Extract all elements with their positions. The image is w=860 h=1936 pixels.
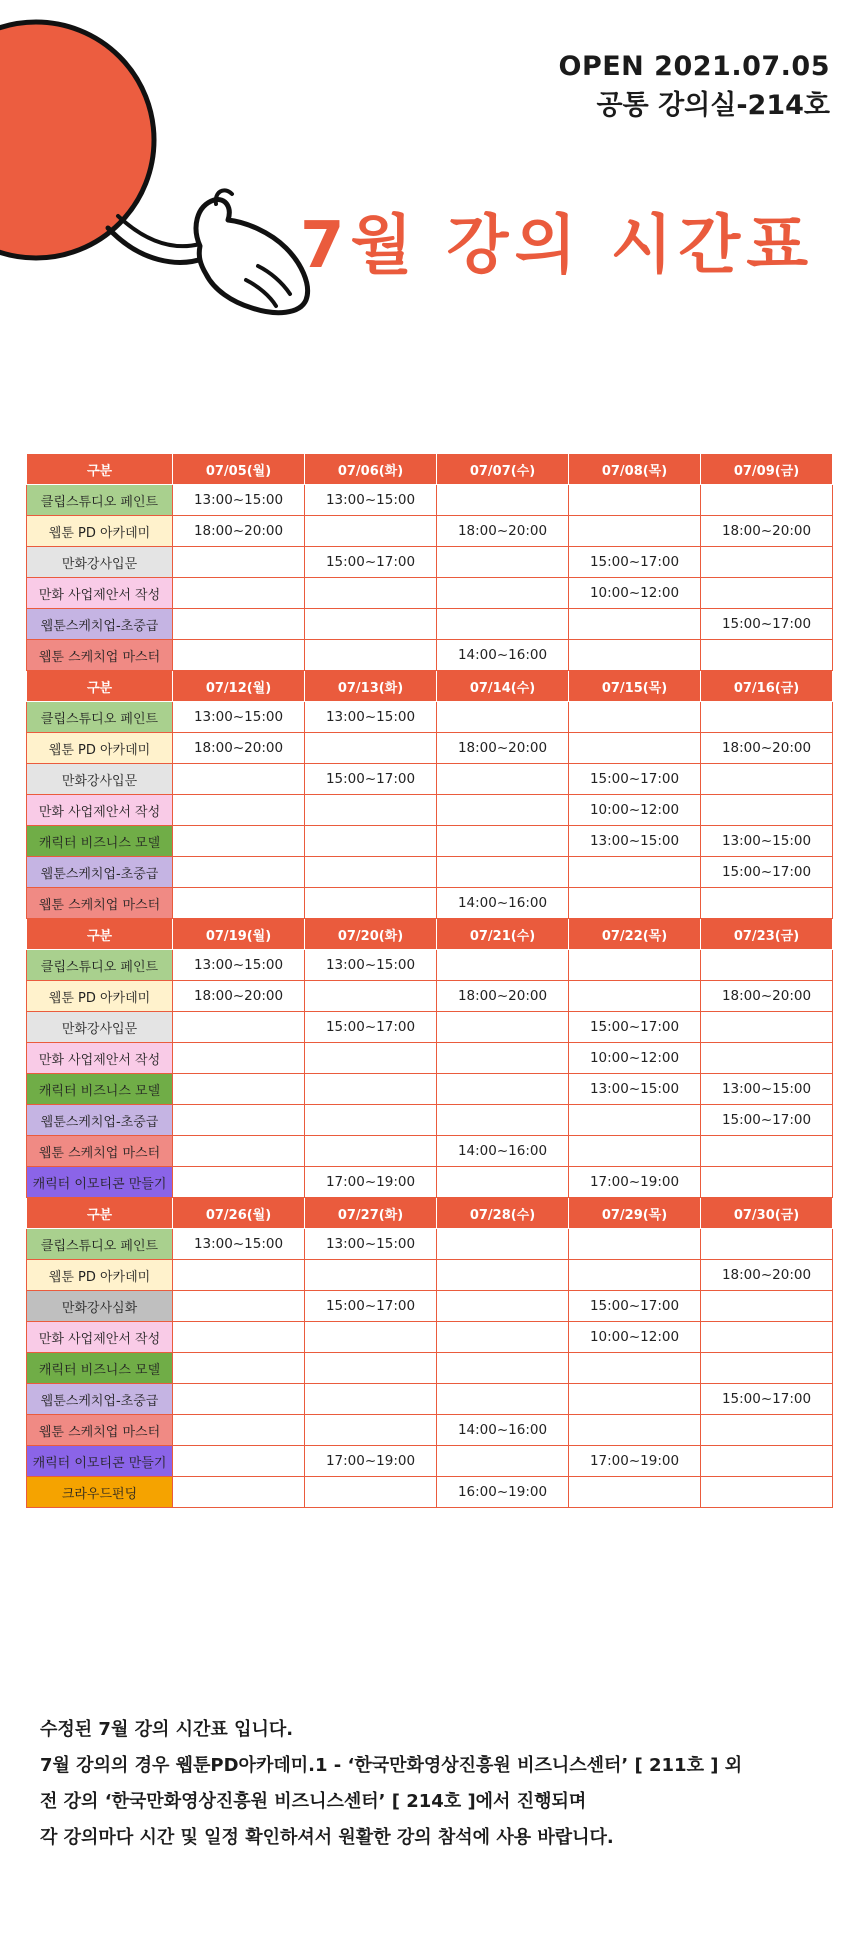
time-cell bbox=[701, 888, 833, 919]
time-cell: 17:00~19:00 bbox=[305, 1167, 437, 1198]
time-cell bbox=[701, 578, 833, 609]
time-cell: 17:00~19:00 bbox=[305, 1446, 437, 1477]
course-label: 만화 사업제안서 작성 bbox=[27, 795, 173, 826]
time-cell: 17:00~19:00 bbox=[569, 1167, 701, 1198]
time-cell bbox=[437, 795, 569, 826]
time-cell bbox=[305, 1043, 437, 1074]
time-cell bbox=[437, 1353, 569, 1384]
header-date-cell: 07/16(금) bbox=[701, 671, 833, 702]
time-cell bbox=[701, 1477, 833, 1508]
room-info: 공통 강의실-214호 bbox=[596, 90, 830, 121]
table-row bbox=[27, 578, 833, 609]
time-cell bbox=[173, 1353, 305, 1384]
table-row bbox=[27, 764, 833, 795]
time-cell: 13:00~15:00 bbox=[173, 702, 305, 733]
table-row bbox=[27, 826, 833, 857]
time-cell: 15:00~17:00 bbox=[569, 547, 701, 578]
table-row bbox=[27, 795, 833, 826]
table-row bbox=[27, 1322, 833, 1353]
header-date-cell: 07/26(월) bbox=[173, 1198, 305, 1229]
time-cell bbox=[701, 1167, 833, 1198]
header-date-cell: 07/07(수) bbox=[437, 454, 569, 485]
course-label: 캐릭터 비즈니스 모델 bbox=[27, 1074, 173, 1105]
time-cell: 15:00~17:00 bbox=[701, 609, 833, 640]
mascot-arm-inner-shape bbox=[118, 216, 200, 246]
time-cell bbox=[569, 1353, 701, 1384]
time-cell bbox=[569, 609, 701, 640]
time-cell bbox=[569, 1229, 701, 1260]
time-cell bbox=[173, 764, 305, 795]
table-row bbox=[27, 857, 833, 888]
table-row bbox=[27, 1074, 833, 1105]
time-cell bbox=[437, 1384, 569, 1415]
table-row bbox=[27, 981, 833, 1012]
time-cell: 18:00~20:00 bbox=[437, 981, 569, 1012]
time-cell bbox=[173, 578, 305, 609]
table-row bbox=[27, 547, 833, 578]
header-date-cell: 07/30(금) bbox=[701, 1198, 833, 1229]
time-cell bbox=[305, 640, 437, 671]
time-cell bbox=[173, 1167, 305, 1198]
header-date-cell: 07/21(수) bbox=[437, 919, 569, 950]
time-cell: 13:00~15:00 bbox=[305, 702, 437, 733]
time-cell bbox=[305, 826, 437, 857]
table-row bbox=[27, 1415, 833, 1446]
time-cell bbox=[173, 1415, 305, 1446]
time-cell bbox=[569, 516, 701, 547]
time-cell: 15:00~17:00 bbox=[701, 857, 833, 888]
time-cell bbox=[701, 1229, 833, 1260]
course-label: 캐릭터 이모티콘 만들기 bbox=[27, 1446, 173, 1477]
time-cell: 10:00~12:00 bbox=[569, 1043, 701, 1074]
time-cell bbox=[569, 1105, 701, 1136]
table-row bbox=[27, 1446, 833, 1477]
time-cell: 18:00~20:00 bbox=[437, 516, 569, 547]
notice-line: 수정된 7월 강의 시간표 입니다. bbox=[40, 1719, 294, 1740]
table-row bbox=[27, 1105, 833, 1136]
time-cell: 14:00~16:00 bbox=[437, 1136, 569, 1167]
time-cell: 10:00~12:00 bbox=[569, 578, 701, 609]
schedule-body bbox=[27, 454, 833, 1508]
time-cell: 13:00~15:00 bbox=[173, 1229, 305, 1260]
week-header-row bbox=[27, 919, 833, 950]
time-cell: 13:00~15:00 bbox=[305, 950, 437, 981]
time-cell: 10:00~12:00 bbox=[569, 795, 701, 826]
course-label: 클립스튜디오 페인트 bbox=[27, 950, 173, 981]
time-cell bbox=[305, 516, 437, 547]
table-row bbox=[27, 1260, 833, 1291]
table-row bbox=[27, 1291, 833, 1322]
course-label: 웹툰스케치업-초중급 bbox=[27, 1105, 173, 1136]
course-label: 만화강사심화 bbox=[27, 1291, 173, 1322]
table-row bbox=[27, 516, 833, 547]
time-cell bbox=[701, 547, 833, 578]
time-cell bbox=[437, 578, 569, 609]
page-title: 7월 강의 시간표 bbox=[300, 209, 815, 283]
header-date-cell: 07/29(목) bbox=[569, 1198, 701, 1229]
time-cell bbox=[437, 857, 569, 888]
time-cell bbox=[569, 1384, 701, 1415]
time-cell: 18:00~20:00 bbox=[437, 733, 569, 764]
time-cell bbox=[569, 733, 701, 764]
hero-banner bbox=[0, 0, 860, 340]
mascot-illustration bbox=[0, 0, 340, 340]
course-label: 만화강사입문 bbox=[27, 764, 173, 795]
table-row bbox=[27, 1012, 833, 1043]
time-cell: 17:00~19:00 bbox=[569, 1446, 701, 1477]
time-cell bbox=[437, 826, 569, 857]
header-date-cell: 07/05(월) bbox=[173, 454, 305, 485]
time-cell: 18:00~20:00 bbox=[701, 516, 833, 547]
time-cell bbox=[173, 1074, 305, 1105]
time-cell bbox=[701, 1322, 833, 1353]
time-cell: 14:00~16:00 bbox=[437, 640, 569, 671]
course-label: 웹툰스케치업-초중급 bbox=[27, 1384, 173, 1415]
time-cell: 15:00~17:00 bbox=[569, 1012, 701, 1043]
time-cell bbox=[437, 547, 569, 578]
time-cell bbox=[701, 1043, 833, 1074]
table-row bbox=[27, 702, 833, 733]
time-cell: 10:00~12:00 bbox=[569, 1322, 701, 1353]
course-label: 클립스튜디오 페인트 bbox=[27, 485, 173, 516]
time-cell bbox=[305, 578, 437, 609]
time-cell: 13:00~15:00 bbox=[701, 826, 833, 857]
time-cell: 13:00~15:00 bbox=[173, 485, 305, 516]
time-cell bbox=[701, 1353, 833, 1384]
table-row bbox=[27, 640, 833, 671]
time-cell bbox=[305, 1136, 437, 1167]
header-date-cell: 07/14(수) bbox=[437, 671, 569, 702]
week-header-row bbox=[27, 671, 833, 702]
time-cell bbox=[569, 702, 701, 733]
time-cell bbox=[437, 1012, 569, 1043]
time-cell: 13:00~15:00 bbox=[569, 826, 701, 857]
table-row bbox=[27, 888, 833, 919]
time-cell bbox=[305, 1477, 437, 1508]
course-label: 클립스튜디오 페인트 bbox=[27, 702, 173, 733]
time-cell: 18:00~20:00 bbox=[173, 733, 305, 764]
time-cell: 13:00~15:00 bbox=[569, 1074, 701, 1105]
time-cell bbox=[437, 1322, 569, 1353]
course-label: 웹툰 스케치업 마스터 bbox=[27, 888, 173, 919]
table-row bbox=[27, 1043, 833, 1074]
time-cell bbox=[569, 1415, 701, 1446]
time-cell: 15:00~17:00 bbox=[305, 1291, 437, 1322]
time-cell bbox=[173, 1446, 305, 1477]
time-cell bbox=[173, 609, 305, 640]
course-label: 웹툰 스케치업 마스터 bbox=[27, 1136, 173, 1167]
table-row bbox=[27, 609, 833, 640]
time-cell bbox=[701, 950, 833, 981]
time-cell: 15:00~17:00 bbox=[569, 1291, 701, 1322]
time-cell bbox=[437, 1446, 569, 1477]
time-cell bbox=[437, 950, 569, 981]
week-header-row bbox=[27, 454, 833, 485]
header-category-cell: 구분 bbox=[27, 1198, 173, 1229]
time-cell bbox=[305, 888, 437, 919]
time-cell bbox=[701, 1415, 833, 1446]
header-date-cell: 07/09(금) bbox=[701, 454, 833, 485]
time-cell: 15:00~17:00 bbox=[305, 764, 437, 795]
time-cell bbox=[305, 1384, 437, 1415]
course-label: 웹툰스케치업-초중급 bbox=[27, 609, 173, 640]
course-label: 웹툰 스케치업 마스터 bbox=[27, 1415, 173, 1446]
notice-line: 7월 강의의 경우 웹툰PD아카데미.1 - ‘한국만화영상진흥원 비즈니스센터’ [ 211호 ] 외 bbox=[40, 1755, 743, 1776]
course-label: 웹툰 스케치업 마스터 bbox=[27, 640, 173, 671]
time-cell bbox=[569, 981, 701, 1012]
table-row bbox=[27, 485, 833, 516]
orange-ball-shape bbox=[0, 22, 154, 258]
time-cell bbox=[701, 764, 833, 795]
time-cell bbox=[173, 547, 305, 578]
time-cell bbox=[173, 1260, 305, 1291]
course-label: 만화 사업제안서 작성 bbox=[27, 1043, 173, 1074]
time-cell bbox=[173, 857, 305, 888]
time-cell bbox=[569, 485, 701, 516]
course-label: 만화 사업제안서 작성 bbox=[27, 578, 173, 609]
notice-text bbox=[40, 1712, 742, 1856]
header-category-cell: 구분 bbox=[27, 671, 173, 702]
time-cell bbox=[305, 733, 437, 764]
time-cell: 16:00~19:00 bbox=[437, 1477, 569, 1508]
time-cell: 14:00~16:00 bbox=[437, 888, 569, 919]
time-cell bbox=[701, 640, 833, 671]
time-cell bbox=[173, 640, 305, 671]
time-cell bbox=[173, 1291, 305, 1322]
time-cell: 15:00~17:00 bbox=[701, 1384, 833, 1415]
table-row bbox=[27, 733, 833, 764]
header-date-cell: 07/27(화) bbox=[305, 1198, 437, 1229]
time-cell bbox=[569, 640, 701, 671]
header-date-cell: 07/22(목) bbox=[569, 919, 701, 950]
table-row bbox=[27, 1477, 833, 1508]
time-cell bbox=[437, 1074, 569, 1105]
time-cell bbox=[173, 1105, 305, 1136]
time-cell bbox=[173, 1136, 305, 1167]
course-label: 웹툰 PD 아카데미 bbox=[27, 981, 173, 1012]
header-category-cell: 구분 bbox=[27, 919, 173, 950]
header-date-cell: 07/15(목) bbox=[569, 671, 701, 702]
time-cell bbox=[569, 950, 701, 981]
time-cell bbox=[569, 888, 701, 919]
time-cell bbox=[173, 795, 305, 826]
time-cell bbox=[173, 1043, 305, 1074]
header-date-cell: 07/06(화) bbox=[305, 454, 437, 485]
time-cell bbox=[437, 1105, 569, 1136]
time-cell bbox=[437, 702, 569, 733]
course-label: 웹툰 PD 아카데미 bbox=[27, 733, 173, 764]
time-cell: 18:00~20:00 bbox=[701, 733, 833, 764]
time-cell: 13:00~15:00 bbox=[305, 1229, 437, 1260]
time-cell bbox=[305, 1322, 437, 1353]
time-cell: 18:00~20:00 bbox=[173, 516, 305, 547]
course-label: 캐릭터 비즈니스 모델 bbox=[27, 826, 173, 857]
table-row bbox=[27, 1167, 833, 1198]
course-label: 캐릭터 비즈니스 모델 bbox=[27, 1353, 173, 1384]
header-date-cell: 07/28(수) bbox=[437, 1198, 569, 1229]
course-label: 캐릭터 이모티콘 만들기 bbox=[27, 1167, 173, 1198]
course-label: 클립스튜디오 페인트 bbox=[27, 1229, 173, 1260]
time-cell bbox=[173, 1384, 305, 1415]
header-date-cell: 07/12(월) bbox=[173, 671, 305, 702]
course-label: 만화강사입문 bbox=[27, 547, 173, 578]
time-cell bbox=[173, 1012, 305, 1043]
time-cell bbox=[305, 1415, 437, 1446]
time-cell bbox=[701, 485, 833, 516]
time-cell bbox=[437, 1291, 569, 1322]
course-label: 크라우드펀딩 bbox=[27, 1477, 173, 1508]
time-cell bbox=[437, 1167, 569, 1198]
time-cell bbox=[173, 826, 305, 857]
header-date-cell: 07/20(화) bbox=[305, 919, 437, 950]
time-cell bbox=[173, 1322, 305, 1353]
time-cell bbox=[569, 857, 701, 888]
time-cell bbox=[437, 1229, 569, 1260]
time-cell: 14:00~16:00 bbox=[437, 1415, 569, 1446]
time-cell bbox=[305, 795, 437, 826]
open-info bbox=[559, 48, 831, 126]
time-cell bbox=[437, 1260, 569, 1291]
time-cell bbox=[701, 702, 833, 733]
header-date-cell: 07/19(월) bbox=[173, 919, 305, 950]
time-cell bbox=[305, 857, 437, 888]
time-cell bbox=[305, 609, 437, 640]
table-row bbox=[27, 1353, 833, 1384]
week-header-row bbox=[27, 1198, 833, 1229]
table-row bbox=[27, 1229, 833, 1260]
time-cell bbox=[569, 1260, 701, 1291]
time-cell bbox=[569, 1477, 701, 1508]
time-cell: 13:00~15:00 bbox=[173, 950, 305, 981]
time-cell bbox=[701, 1012, 833, 1043]
time-cell bbox=[305, 1353, 437, 1384]
course-label: 웹툰 PD 아카데미 bbox=[27, 516, 173, 547]
time-cell: 18:00~20:00 bbox=[701, 981, 833, 1012]
notice-line: 전 강의 ‘한국만화영상진흥원 비즈니스센터’ [ 214호 ]에서 진행되며 bbox=[40, 1791, 587, 1812]
time-cell bbox=[437, 609, 569, 640]
header-category-cell: 구분 bbox=[27, 454, 173, 485]
time-cell bbox=[701, 1136, 833, 1167]
time-cell: 18:00~20:00 bbox=[173, 981, 305, 1012]
time-cell bbox=[701, 1291, 833, 1322]
course-label: 웹툰 PD 아카데미 bbox=[27, 1260, 173, 1291]
header-date-cell: 07/23(금) bbox=[701, 919, 833, 950]
time-cell bbox=[437, 764, 569, 795]
time-cell bbox=[173, 1477, 305, 1508]
time-cell bbox=[701, 795, 833, 826]
table-row bbox=[27, 950, 833, 981]
header-date-cell: 07/08(목) bbox=[569, 454, 701, 485]
header-date-cell: 07/13(화) bbox=[305, 671, 437, 702]
time-cell bbox=[569, 1136, 701, 1167]
time-cell bbox=[305, 1105, 437, 1136]
time-cell: 15:00~17:00 bbox=[569, 764, 701, 795]
time-cell: 15:00~17:00 bbox=[701, 1105, 833, 1136]
table-row bbox=[27, 1136, 833, 1167]
course-label: 만화 사업제안서 작성 bbox=[27, 1322, 173, 1353]
time-cell: 13:00~15:00 bbox=[701, 1074, 833, 1105]
time-cell bbox=[437, 485, 569, 516]
table-row bbox=[27, 1384, 833, 1415]
time-cell bbox=[701, 1446, 833, 1477]
time-cell: 15:00~17:00 bbox=[305, 547, 437, 578]
time-cell bbox=[305, 981, 437, 1012]
course-label: 웹툰스케치업-초중급 bbox=[27, 857, 173, 888]
time-cell bbox=[305, 1074, 437, 1105]
open-date: OPEN 2021.07.05 bbox=[558, 51, 830, 82]
schedule-table bbox=[26, 453, 833, 1508]
notice-line: 각 강의마다 시간 및 일정 확인하셔서 원활한 강의 참석에 사용 바랍니다. bbox=[40, 1827, 614, 1848]
course-label: 만화강사입문 bbox=[27, 1012, 173, 1043]
time-cell: 18:00~20:00 bbox=[701, 1260, 833, 1291]
time-cell: 13:00~15:00 bbox=[305, 485, 437, 516]
time-cell: 15:00~17:00 bbox=[305, 1012, 437, 1043]
time-cell bbox=[173, 888, 305, 919]
time-cell bbox=[305, 1260, 437, 1291]
time-cell bbox=[437, 1043, 569, 1074]
